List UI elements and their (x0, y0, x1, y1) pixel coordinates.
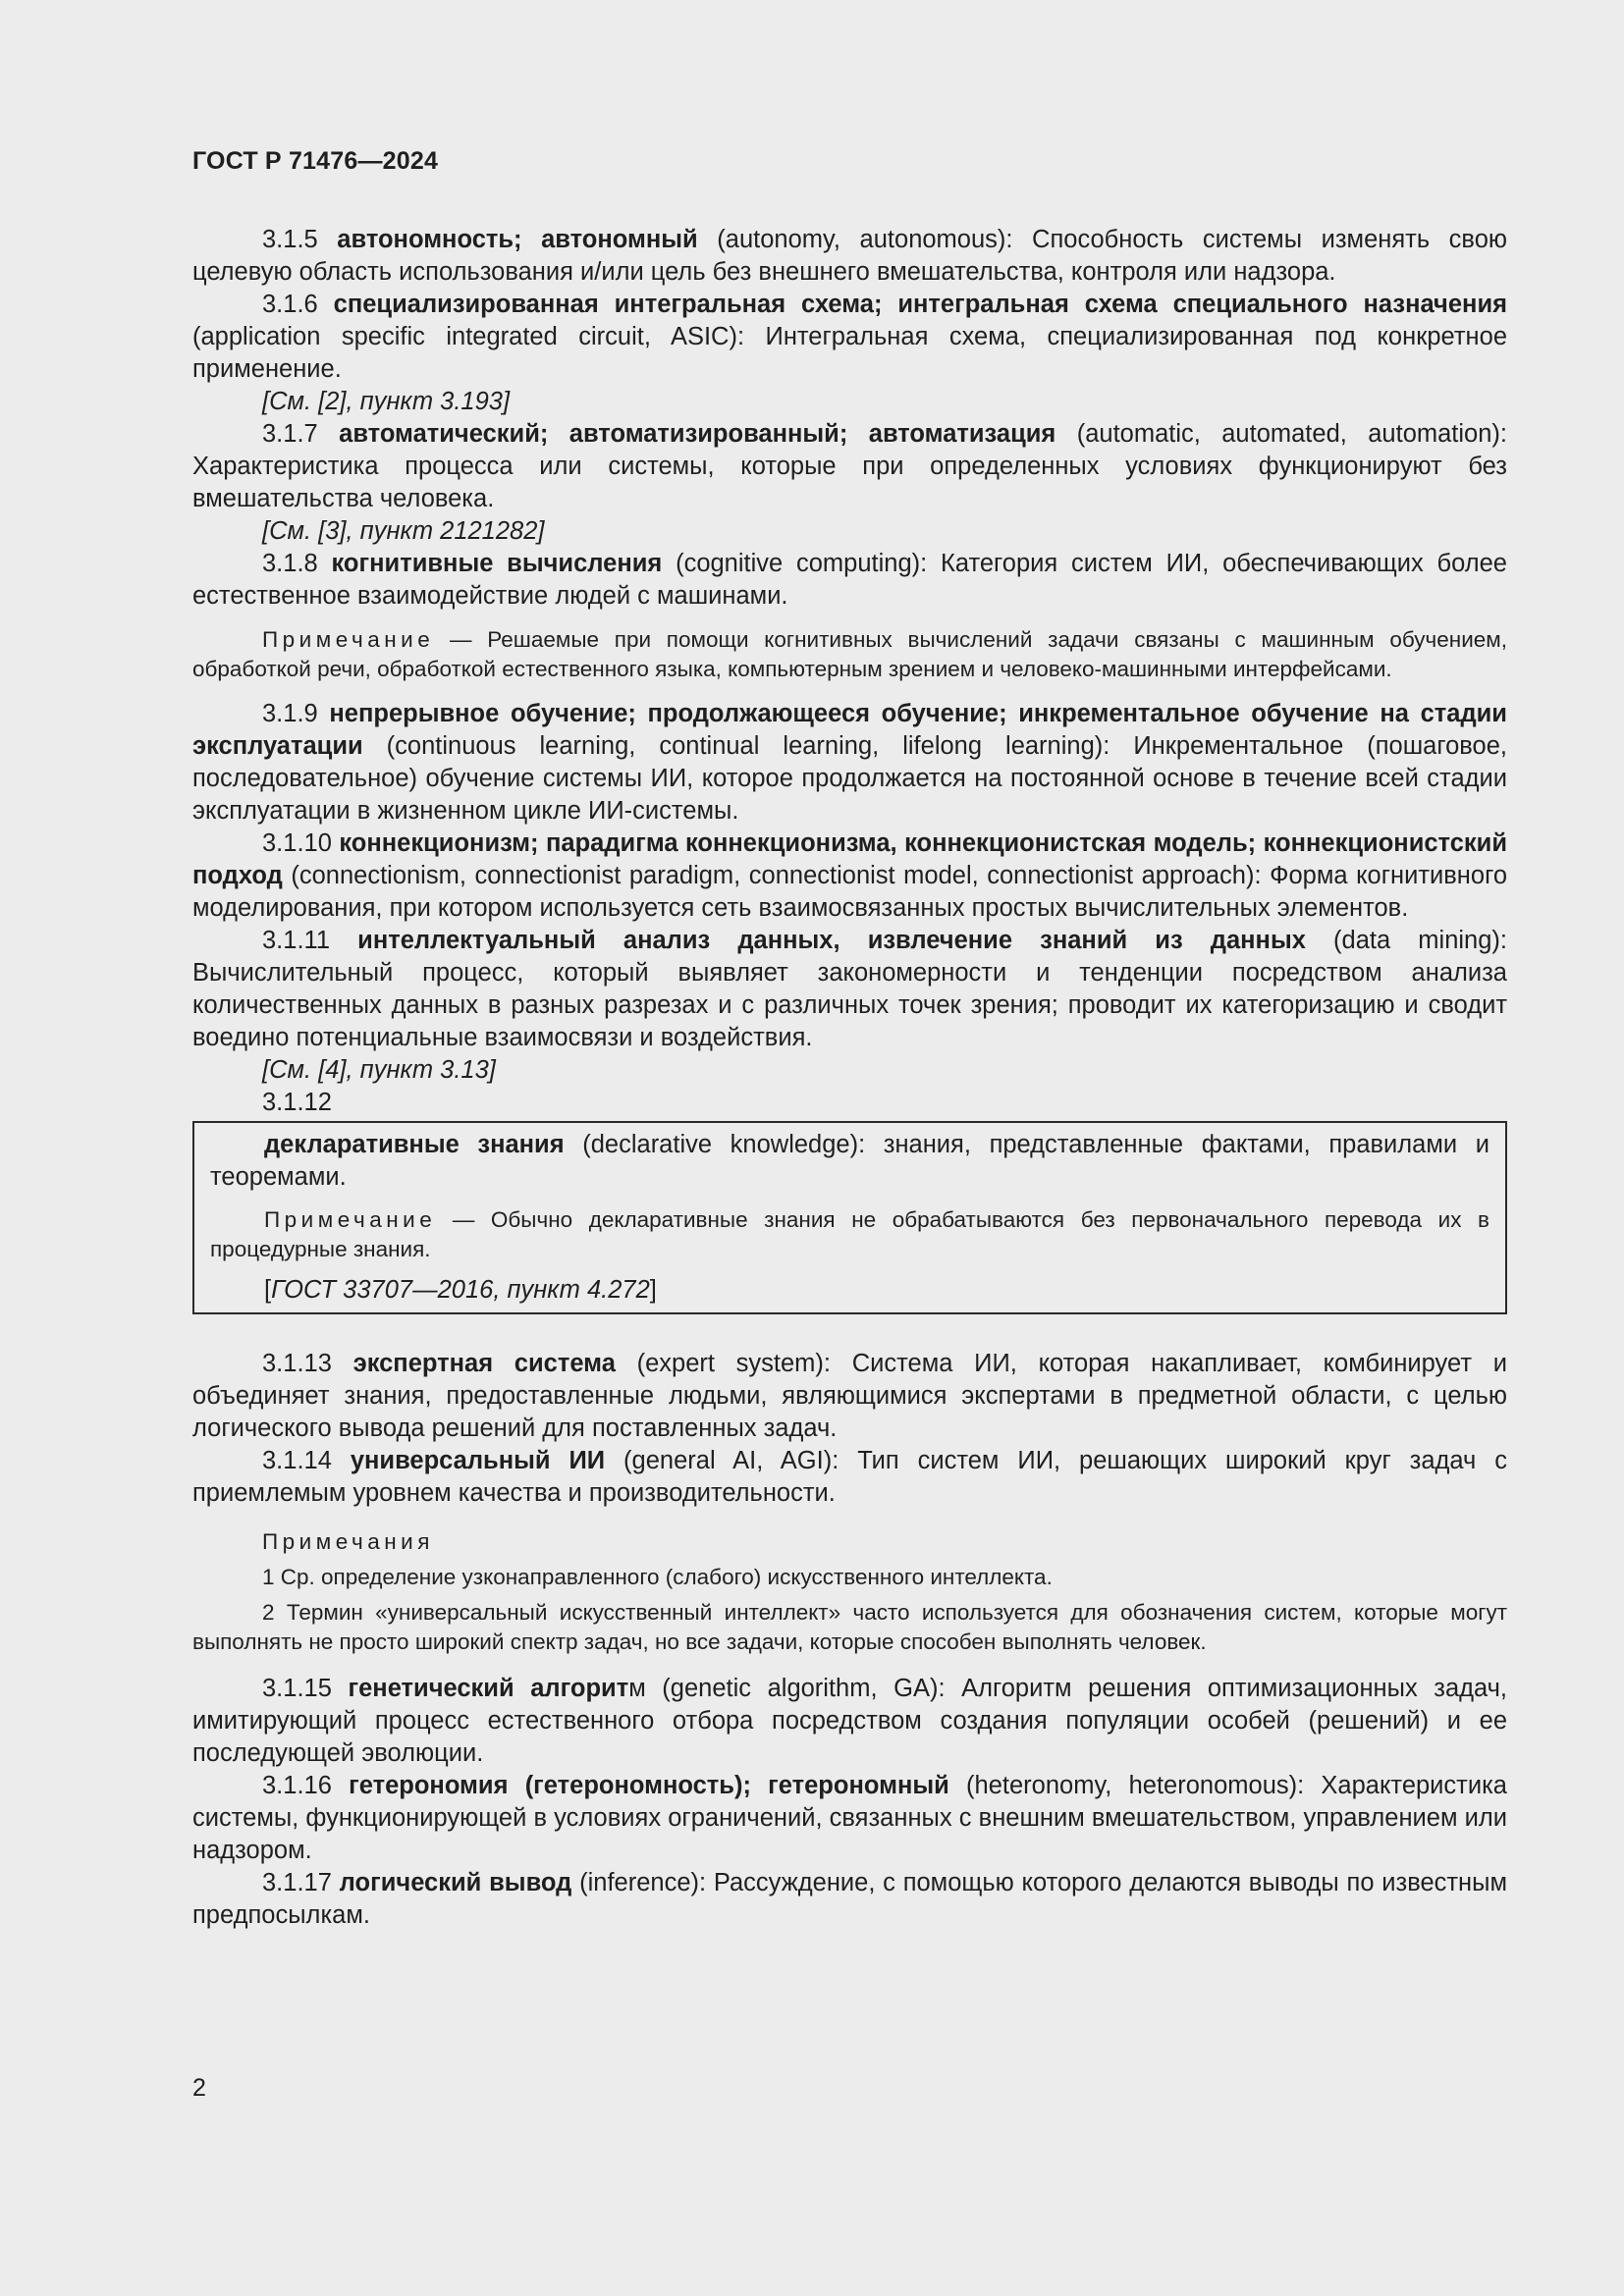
term-definition: (declarative knowledge): знания, представленные фактами, правилами и теоремами. (210, 1131, 1490, 1191)
term-name: когнитивные вычисления (331, 550, 663, 577)
notes-label: Примечания (262, 1529, 434, 1554)
term-number: 3.1.17 (262, 1869, 340, 1896)
term-3-1-13 (192, 1348, 1507, 1445)
term-name: специализированная интегральная схема; интегральная схема специального назначения (333, 291, 1507, 318)
term-3-1-10 (192, 828, 1507, 925)
term-definition: (expert system): Система ИИ, которая накапливает, комбинирует и объединяет знания, предоставленные людьми, являющимися экспертами в предметной области, с целью логического вывода решений для поставленных задач. (192, 1350, 1507, 1442)
term-3-1-7 (192, 418, 1507, 515)
term-definition: (automatic, automated, automation): Характеристика процесса или системы, которые при определенных условиях функционируют без вмешательства человека. (192, 420, 1507, 512)
term-definition: (connectionism, connectionist paradigm, connectionist model, connectionist approach): Форма когнитивного моделирования, при котором используется сеть взаимосвязанных простых вычислительных элементов. (192, 862, 1507, 922)
term-3-1-6 (192, 289, 1507, 386)
term-definition: (autonomy, autonomous): Способность системы изменять свою целевую область использования и/или цель без внешнего вмешательства, контроля или надзора. (192, 226, 1507, 286)
term-note (210, 1205, 1489, 1264)
term-name: гетерономия (гетерономность); гетерономный (349, 1772, 949, 1799)
term-3-1-5 (192, 224, 1507, 289)
term-3-1-17 (192, 1867, 1507, 1932)
term-number: 3.1.8 (262, 550, 332, 577)
term-number: 3.1.16 (262, 1772, 350, 1799)
term-number: 3.1.15 (262, 1675, 349, 1702)
term-number: 3.1.13 (262, 1350, 353, 1377)
term-3-1-14 (192, 1445, 1507, 1510)
term-number: 3.1.9 (262, 700, 330, 727)
term-number: 3.1.14 (262, 1447, 351, 1474)
term-3-1-12 (210, 1129, 1489, 1194)
term-number-3-1-12: 3.1.12 (262, 1089, 332, 1116)
term-source: [См. [2], пункт 3.193] (262, 388, 511, 415)
term-definition: (cognitive computing): Категория систем ИИ, обеспечивающих более естественное взаимодействие людей с машинами. (192, 550, 1507, 610)
term-definition: (heteronomy, heteronomous): Характеристика системы, функционирующей в условиях ограничений, связанных с внешним вмешательством, управлением или надзором. (192, 1772, 1507, 1864)
note-text: — Обычно декларативные знания не обрабатываются без первоначального перевода их в процедурные знания. (210, 1207, 1489, 1261)
note-item-1: 1 Ср. определение узконаправленного (слабого) искусственного интеллекта. (262, 1565, 1053, 1589)
term-name: интеллектуальный анализ данных, извлечение знаний из данных (357, 927, 1306, 954)
term-definition: (general AI, AGI): Тип систем ИИ, решающих широкий круг задач с приемлемым уровнем качества и производительности. (192, 1447, 1507, 1507)
term-3-1-11 (192, 925, 1507, 1054)
note-label: Примечание (262, 627, 435, 652)
term-number: 3.1.10 (262, 829, 340, 857)
term-definition: (data mining): Вычислительный процесс, который выявляет закономерности и тенденции посредством анализа количественных данных в разных разрезах и с различных точек зрения; проводит их категоризацию и сводит воедино потенциальные взаимосвязи и воздействия. (192, 927, 1507, 1051)
term-source: [См. [4], пункт 3.13] (262, 1056, 496, 1084)
term-source: [См. [3], пункт 2121282] (262, 517, 545, 545)
term-definition: (inference): Рассуждение, с помощью которого делаются выводы по известным предпосылкам. (192, 1869, 1508, 1929)
source-reference: ГОСТ 33707—2016, пункт 4.272 (271, 1276, 650, 1304)
term-name: декларативные знания (264, 1131, 565, 1158)
term-3-1-16 (192, 1770, 1507, 1867)
term-number: 3.1.6 (262, 291, 334, 318)
note-text: — Решаемые при помощи когнитивных вычислений задачи связаны с машинным обучением, обработкой речи, обработкой естественного языка, компьютерным зрением и человеко-машинными интерфейсами. (192, 627, 1507, 681)
document-header: ГОСТ Р 71476—2024 (192, 147, 439, 175)
term-number: 3.1.11 (262, 927, 358, 954)
note-label: Примечание (264, 1207, 437, 1232)
bracket-close: ] (649, 1276, 657, 1304)
term-definition: (continuous learning, continual learning, lifelong learning): Инкрементальное (пошаговое, последовательное) обучение системы ИИ, которое продолжается на постоянной основе в течение всей стадии эксплуатации в жизненном цикле ИИ-системы. (192, 732, 1507, 825)
page-number: 2 (192, 2074, 206, 2102)
term-name: генетический алгорит (348, 1675, 629, 1702)
term-3-1-15 (192, 1673, 1507, 1770)
term-name: непрерывное обучение; продолжающееся обучение; инкрементальное обучение на стадии эксплуатации (192, 700, 1507, 760)
term-definition: (application specific integrated circuit, ASIC): Интегральная схема, специализированная под конкретное применение. (192, 323, 1507, 383)
term-name: логический вывод (339, 1869, 572, 1896)
term-note (192, 625, 1507, 684)
term-definition: м (genetic algorithm, GA): Алгоритм решения оптимизационных задач, имитирующий процесс естественного отбора посредством создания популяции особей (решений) и ее последующей эволюции. (192, 1675, 1508, 1767)
term-name: коннекционизм; парадигма коннекционизма, коннекционистская модель; коннекционистский подход (192, 829, 1507, 889)
term-name: автоматический; автоматизированный; автоматизация (339, 420, 1056, 448)
document-body (192, 224, 1507, 1932)
term-name: автономность; автономный (337, 226, 698, 253)
term-number: 3.1.7 (262, 420, 340, 448)
term-name: универсальный ИИ (350, 1447, 606, 1474)
quoted-term-box (192, 1121, 1507, 1314)
bracket-open: [ (264, 1276, 272, 1304)
term-source (210, 1274, 1489, 1307)
term-3-1-8 (192, 548, 1507, 613)
term-name: экспертная система (352, 1350, 616, 1377)
term-3-1-9 (192, 698, 1507, 828)
note-item-2: 2 Термин «универсальный искусственный интеллект» часто используется для обозначения систем, которые могут выполнять не просто широкий спектр задач, но все задачи, которые способен выполнять человек. (192, 1600, 1507, 1654)
term-number: 3.1.5 (262, 226, 338, 253)
